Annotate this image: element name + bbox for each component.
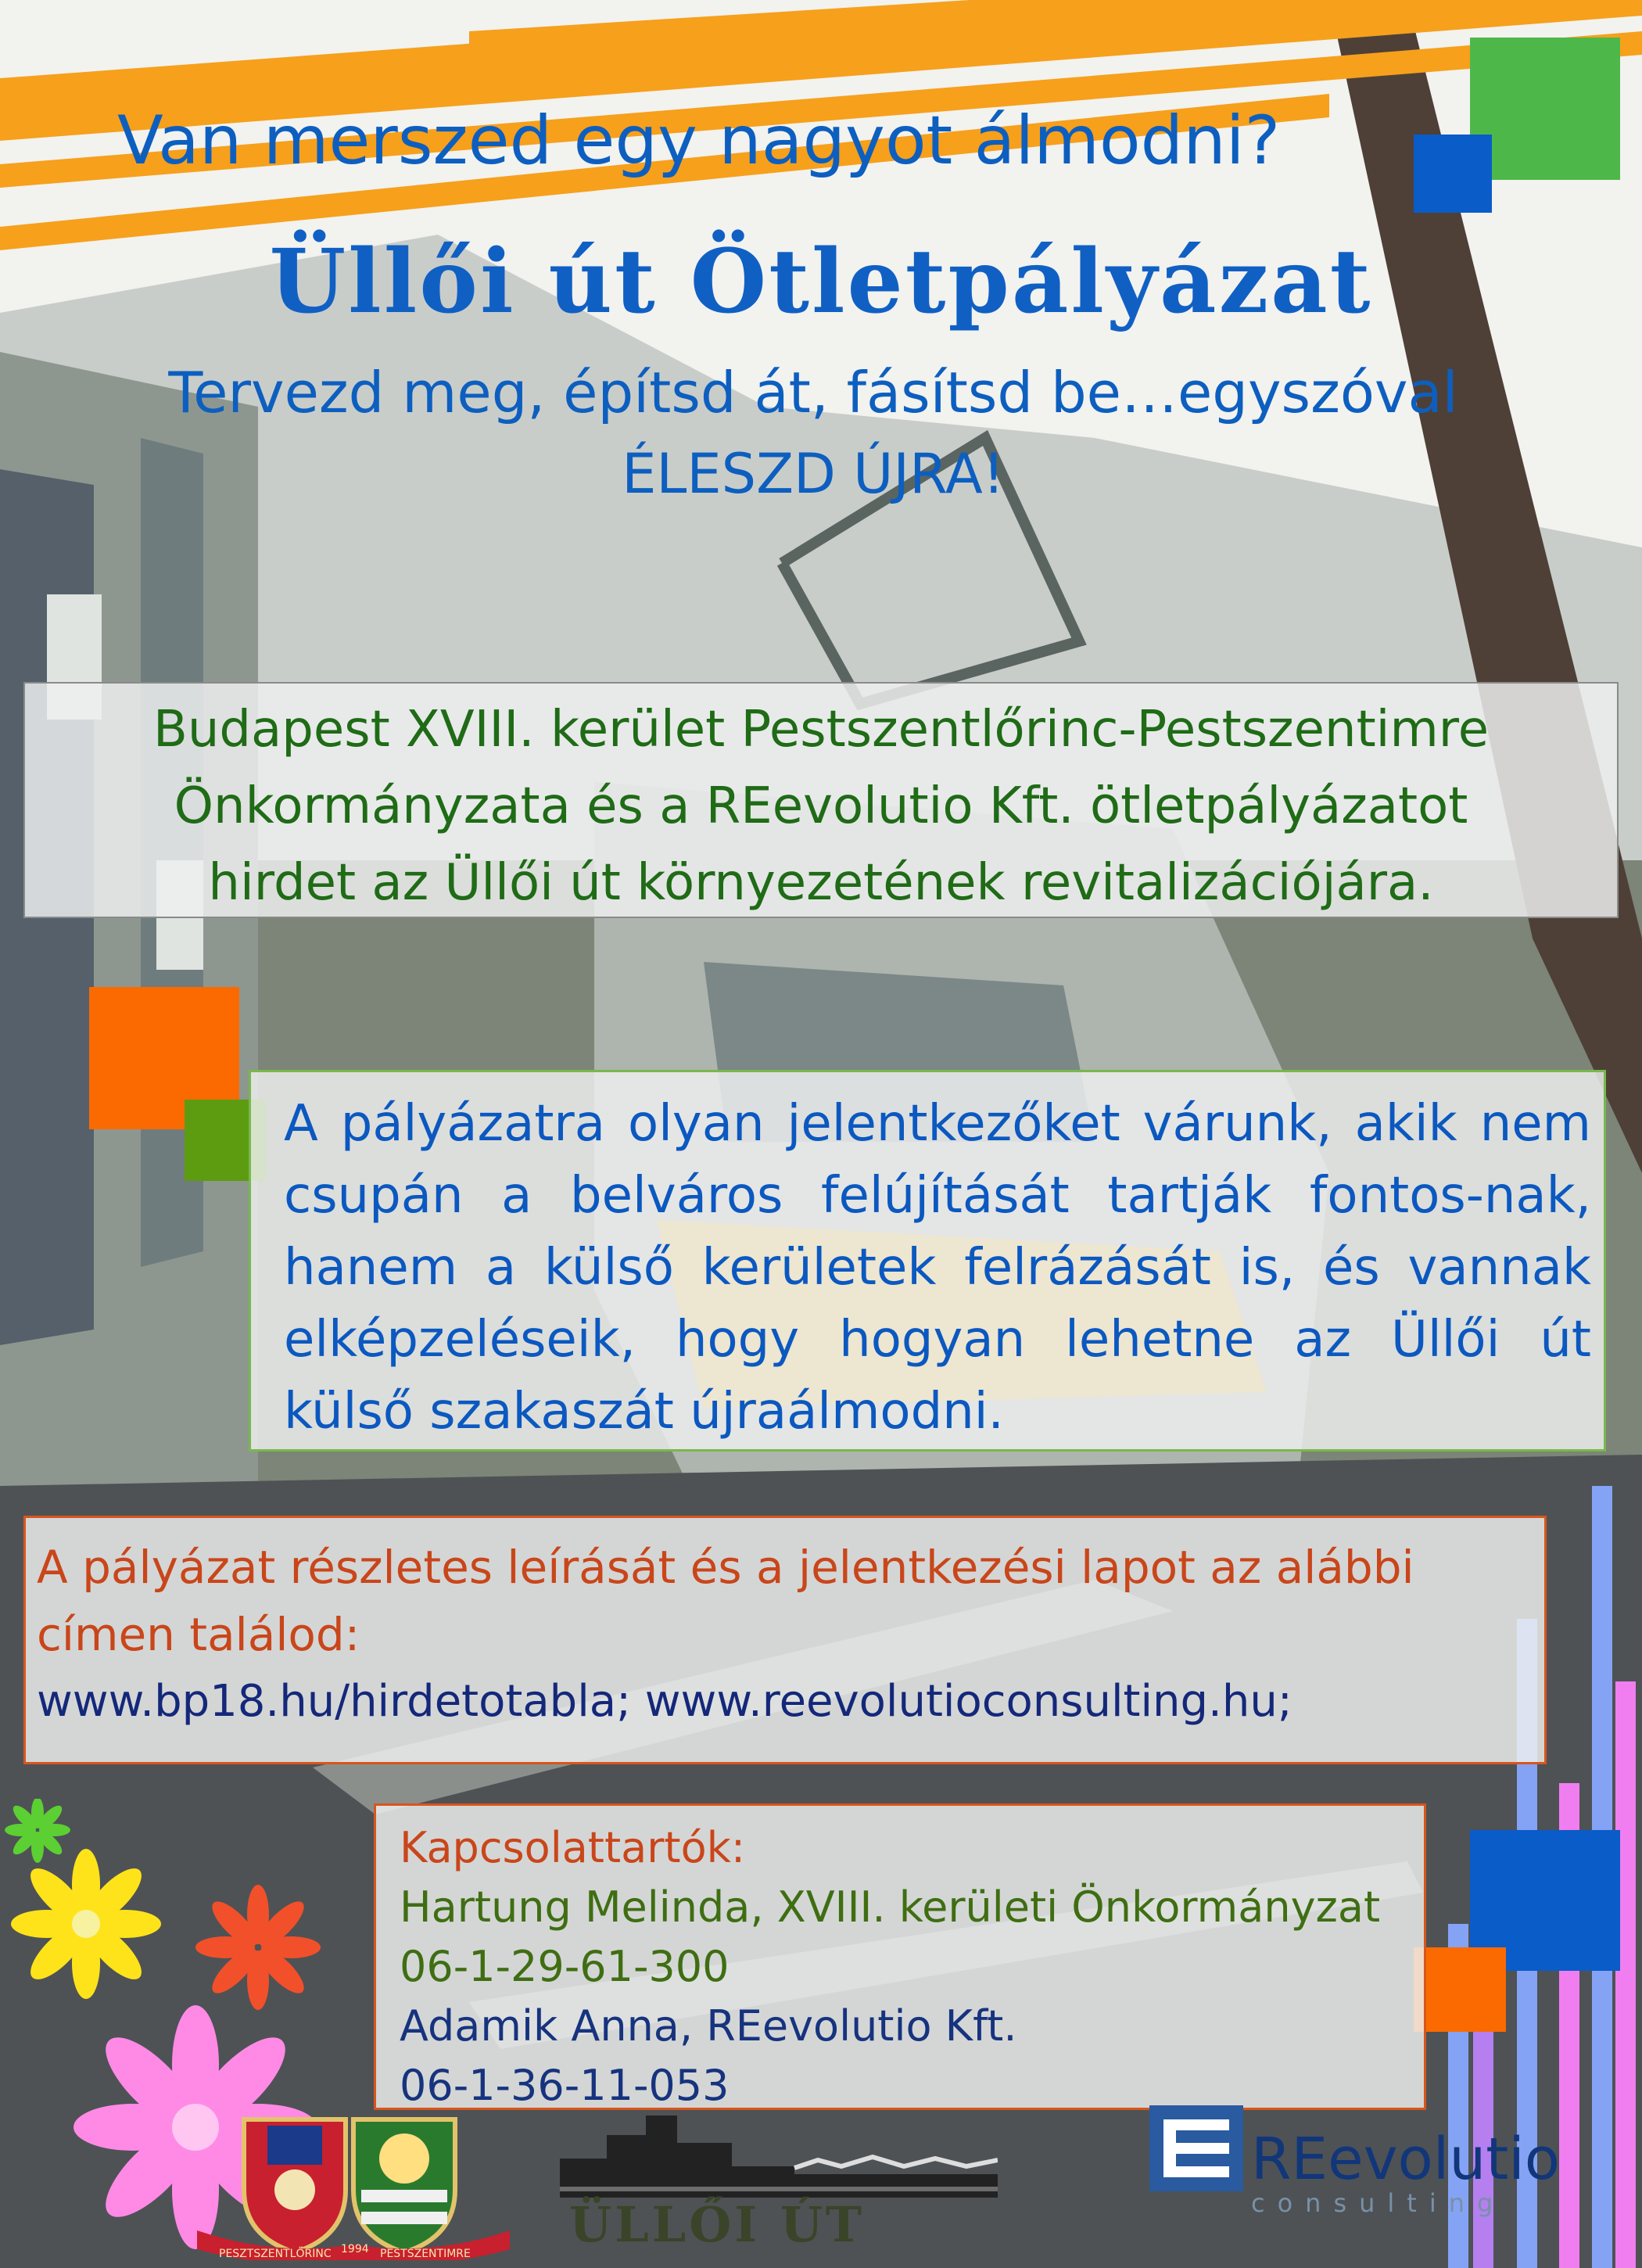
yellow-flower-icon [11, 1849, 161, 1999]
contacts-heading: Kapcsolattartók: [400, 1823, 746, 1872]
contact-person-1: Hartung Melinda, XVIII. kerületi Önkormányzat [400, 1882, 1381, 1932]
details-links[interactable]: www.bp18.hu/hirdetotabla; www.reevolutioconsulting.hu; [37, 1676, 1292, 1727]
orange-flower-icon [195, 1885, 321, 2010]
orange-square-right [1414, 1947, 1506, 2032]
details-line-2: címen találod: [37, 1608, 360, 1661]
intro-panel [23, 682, 1619, 918]
coat-of-arms-logo [197, 2104, 510, 2260]
coat-year: 1994 [341, 2243, 369, 2255]
coat-left-ribbon: PESZTSZENTLŐRINC [219, 2248, 332, 2260]
coat-right-ribbon: PESTSZENTIMRE [380, 2248, 471, 2260]
green-square-top [1470, 38, 1620, 180]
details-line-1: A pályázat részletes leírását és a jelentkezési lapot az alábbi [37, 1541, 1414, 1594]
green-flower-icon [5, 1799, 70, 1863]
subtitle-line-2: ÉLESZD ÚJRA! [622, 442, 1005, 506]
ulloi-ut-skyline-logo [560, 2112, 998, 2198]
contacts-panel [374, 1803, 1426, 2110]
intro-line-3: hirdet az Üllői út környezetének revitalizációjára. [208, 854, 1434, 912]
blue-square-top [1414, 135, 1492, 213]
intro-line-1: Budapest XVIII. kerület Pestszentlőrinc-Pestszentimre [152, 701, 1490, 759]
contact-phone-2: 06-1-36-11-053 [400, 2061, 730, 2110]
reevolutio-logo-text: REevolutio [1251, 2126, 1561, 2193]
call-text: A pályázatra olyan jelentkezőket várunk, akik nem csupán a belváros felújítását tartják fontos-nak, hanem a külső kerületek felrázását is, és vannak elképzeléseik, hogy hogyan lehetne az Üllői út külső szakaszát újraálmodni. [284, 1095, 1591, 1441]
ulloi-ut-logo-text: ÜLLŐI ÚT [569, 2196, 866, 2253]
reevolutio-logo-subtext: consulting [1251, 2188, 1506, 2218]
page-title: Üllői út Ötletpályázat [269, 231, 1373, 333]
contact-person-2: Adamik Anna, REevolutio Kft. [400, 2001, 1017, 2051]
contact-phone-1: 06-1-29-61-300 [400, 1942, 730, 1991]
call-panel [249, 1070, 1606, 1452]
reevolutio-logo-icon [1149, 2105, 1243, 2191]
details-panel [23, 1516, 1547, 1764]
intro-line-2: Önkormányzata és a REevolutio Kft. ötletpályázatot [174, 777, 1468, 835]
headline-question: Van merszed egy nagyot álmodni? [117, 102, 1281, 180]
subtitle-line-1: Tervezd meg, építsd át, fásítsd be…egyszóval [168, 360, 1458, 425]
